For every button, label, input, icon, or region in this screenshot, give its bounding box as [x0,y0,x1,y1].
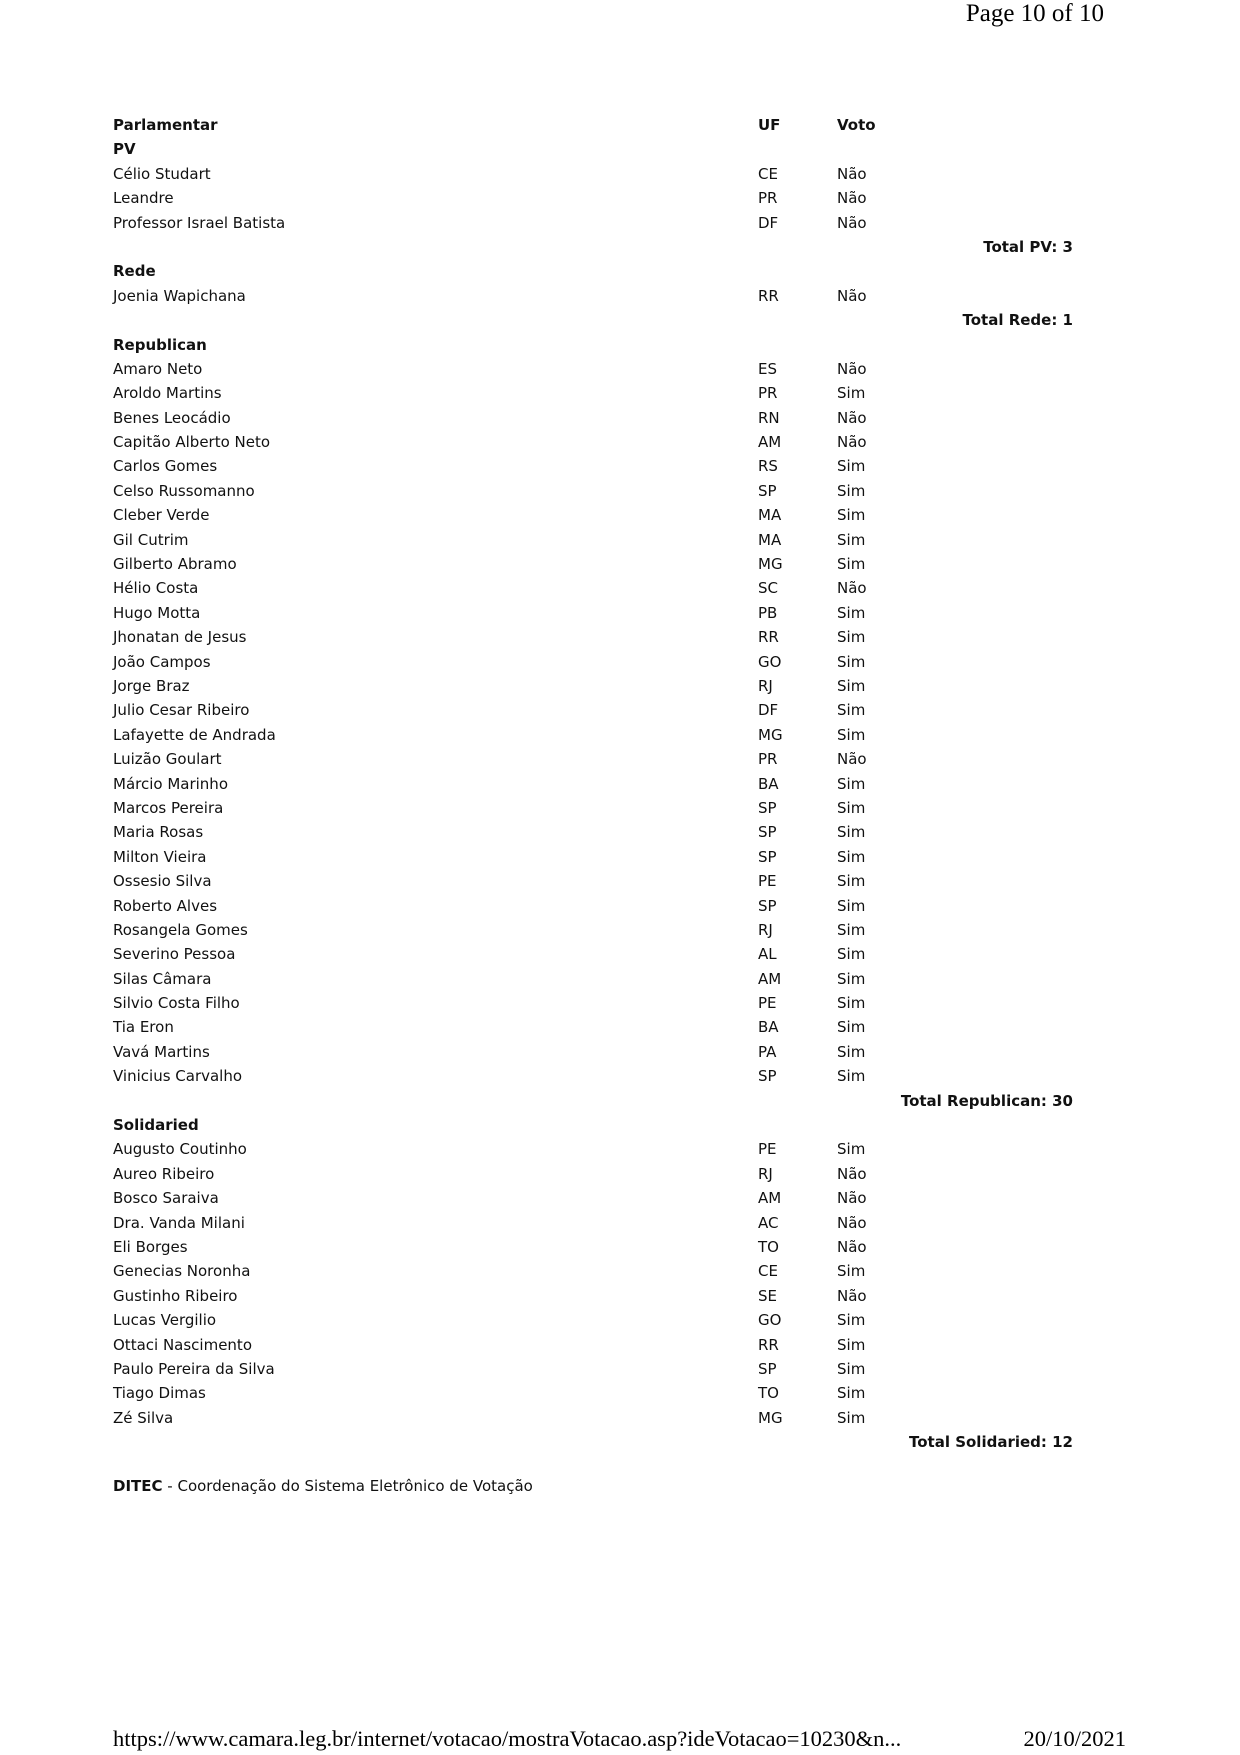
column-header-voto: Voto [837,116,876,134]
member-vote: Não [837,1164,867,1183]
table-row [113,1406,1073,1430]
member-uf: SP [758,798,777,817]
party-total-row [113,308,1073,332]
member-name: Cleber Verde [113,506,210,525]
member-vote: Sim [837,701,866,720]
member-uf: TO [758,1384,779,1403]
member-vote: Não [837,408,867,427]
member-uf: SP [758,847,777,866]
table-row [113,1064,1073,1088]
member-name: Severino Pessoa [113,945,236,964]
table-row [113,674,1073,698]
member-name: Amaro Neto [113,359,203,378]
member-name: Benes Leocádio [113,408,231,427]
member-vote: Sim [837,628,866,647]
member-name: Roberto Alves [113,896,218,915]
member-uf: AL [758,945,777,964]
member-uf: RN [758,408,780,427]
member-uf: SP [758,1359,777,1378]
member-name: Hugo Motta [113,603,201,622]
table-row [113,1211,1073,1235]
table-row [113,796,1073,820]
member-name: Capitão Alberto Neto [113,433,271,452]
member-vote: Não [837,164,867,183]
member-name: Luizão Goulart [113,750,222,769]
table-row [113,650,1073,674]
table-row [113,894,1073,918]
table-row [113,1308,1073,1332]
member-uf: GO [758,652,782,671]
table-row [113,991,1073,1015]
table-row [113,430,1073,454]
source-url[interactable]: https://www.camara.leg.br/internet/votacao/mostraVotacao.asp?ideVotacao=10230&n... [113,1726,902,1751]
member-vote: Sim [837,1067,866,1086]
member-vote: Sim [837,1042,866,1061]
member-uf: PR [758,189,778,208]
member-uf: MA [758,530,782,549]
member-uf: DF [758,213,779,232]
member-uf: SC [758,579,778,598]
member-name: Gustinho Ribeiro [113,1286,238,1305]
vote-table [113,113,1073,1454]
member-vote: Sim [837,798,866,817]
member-name: Jhonatan de Jesus [113,628,247,647]
print-footer [113,1726,1126,1752]
member-vote: Sim [837,920,866,939]
party-group [113,1113,1073,1454]
table-row [113,211,1073,235]
member-name: Dra. Vanda Milani [113,1213,245,1232]
member-name: Eli Borges [113,1237,188,1256]
table-row [113,381,1073,405]
member-uf: MG [758,1408,783,1427]
member-vote: Sim [837,725,866,744]
member-uf: GO [758,1311,782,1330]
member-vote: Sim [837,994,866,1013]
member-uf: CE [758,1262,778,1281]
table-row [113,1381,1073,1405]
member-name: Lafayette de Andrada [113,725,276,744]
table-row [113,967,1073,991]
member-name: Ottaci Nascimento [113,1335,252,1354]
member-name: Vinicius Carvalho [113,1067,243,1086]
party-total: Total PV: 3 [983,237,1073,256]
member-uf: AM [758,433,782,452]
table-row [113,528,1073,552]
member-name: Lucas Vergilio [113,1311,217,1330]
member-name: Aroldo Martins [113,384,222,403]
member-vote: Sim [837,823,866,842]
member-vote: Sim [837,676,866,695]
member-vote: Sim [837,481,866,500]
party-total: Total Solidaried: 12 [909,1433,1073,1452]
party-total: Total Rede: 1 [962,311,1073,330]
member-vote: Não [837,750,867,769]
member-name: Gilberto Abramo [113,555,237,574]
member-vote: Sim [837,1359,866,1378]
member-uf: PE [758,1140,777,1159]
member-vote: Sim [837,1311,866,1330]
member-name: Celso Russomanno [113,481,255,500]
member-name: Aureo Ribeiro [113,1164,215,1183]
member-uf: PR [758,750,778,769]
member-name: Paulo Pereira da Silva [113,1359,275,1378]
party-group [113,259,1073,332]
footer-note [113,1477,533,1495]
member-vote: Sim [837,774,866,793]
member-vote: Não [837,189,867,208]
table-row [113,1162,1073,1186]
member-vote: Não [837,1213,867,1232]
member-uf: AM [758,969,782,988]
member-name: Joenia Wapichana [113,286,246,305]
table-row [113,1357,1073,1381]
member-name: João Campos [113,652,211,671]
member-vote: Não [837,433,867,452]
member-vote: Sim [837,945,866,964]
member-vote: Não [837,579,867,598]
member-uf: PR [758,384,778,403]
party-group [113,333,1073,1114]
member-uf: BA [758,1018,779,1037]
table-row [113,576,1073,600]
member-name: Silvio Costa Filho [113,994,240,1013]
table-row [113,601,1073,625]
table-row [113,625,1073,649]
member-name: Milton Vieira [113,847,207,866]
member-name: Márcio Marinho [113,774,228,793]
print-date: 20/10/2021 [1023,1726,1126,1751]
member-uf: SP [758,823,777,842]
member-uf: SP [758,896,777,915]
table-row [113,698,1073,722]
member-vote: Sim [837,872,866,891]
member-name: Vavá Martins [113,1042,210,1061]
table-row [113,503,1073,527]
member-vote: Sim [837,1335,866,1354]
table-row [113,1015,1073,1039]
member-vote: Sim [837,457,866,476]
table-row [113,454,1073,478]
table-row [113,357,1073,381]
member-uf: RJ [758,676,773,695]
member-name: Genecias Noronha [113,1262,251,1281]
party-total-row [113,1089,1073,1113]
member-name: Augusto Coutinho [113,1140,247,1159]
member-name: Julio Cesar Ribeiro [113,701,250,720]
column-header-uf: UF [758,116,781,134]
member-vote: Não [837,359,867,378]
member-uf: ES [758,359,777,378]
member-uf: RR [758,286,779,305]
table-row [113,1333,1073,1357]
member-vote: Não [837,213,867,232]
member-name: Tia Eron [113,1018,174,1037]
member-uf: RR [758,628,779,647]
member-name: Marcos Pereira [113,798,224,817]
member-name: Tiago Dimas [113,1384,206,1403]
footer-org-description: - Coordenação do Sistema Eletrônico de Votação [162,1477,533,1495]
member-uf: MG [758,555,783,574]
member-vote: Sim [837,530,866,549]
member-name: Gil Cutrim [113,530,189,549]
member-name: Jorge Braz [113,676,190,695]
table-row [113,162,1073,186]
table-row [113,1235,1073,1259]
member-name: Professor Israel Batista [113,213,286,232]
page-number: Page 10 of 10 [965,0,1104,27]
member-vote: Sim [837,384,866,403]
member-uf: SP [758,481,777,500]
member-uf: PB [758,603,778,622]
member-uf: RJ [758,920,773,939]
member-vote: Sim [837,847,866,866]
table-row [113,1284,1073,1308]
member-name: Silas Câmara [113,969,212,988]
party-total-row [113,235,1073,259]
member-vote: Sim [837,896,866,915]
party-group [113,137,1073,259]
member-vote: Sim [837,1384,866,1403]
member-vote: Sim [837,1262,866,1281]
table-row [113,772,1073,796]
table-row [113,869,1073,893]
table-row [113,1259,1073,1283]
member-name: Rosangela Gomes [113,920,248,939]
party-total-row [113,1430,1073,1454]
member-uf: RJ [758,1164,773,1183]
member-uf: PE [758,872,777,891]
member-name: Célio Studart [113,164,211,183]
member-vote: Sim [837,1408,866,1427]
member-name: Leandre [113,189,174,208]
member-uf: AM [758,1189,782,1208]
member-uf: DF [758,701,779,720]
table-row [113,406,1073,430]
footer-org: DITEC [113,1477,163,1495]
member-name: Hélio Costa [113,579,199,598]
member-vote: Sim [837,969,866,988]
table-row [113,845,1073,869]
member-vote: Sim [837,506,866,525]
table-row [113,552,1073,576]
table-row [113,918,1073,942]
member-uf: PA [758,1042,777,1061]
table-row [113,747,1073,771]
party-name: Rede [113,262,156,281]
member-uf: PE [758,994,777,1013]
member-vote: Sim [837,1018,866,1037]
party-total: Total Republican: 30 [900,1091,1073,1110]
member-uf: SE [758,1286,777,1305]
party-name: Solidaried [113,1116,199,1135]
table-row [113,820,1073,844]
member-vote: Sim [837,555,866,574]
member-uf: SP [758,1067,777,1086]
member-vote: Sim [837,603,866,622]
table-row [113,284,1073,308]
table-row [113,1186,1073,1210]
member-vote: Não [837,1189,867,1208]
member-name: Carlos Gomes [113,457,218,476]
member-vote: Sim [837,1140,866,1159]
member-uf: MG [758,725,783,744]
member-name: Maria Rosas [113,823,204,842]
member-vote: Sim [837,652,866,671]
member-vote: Não [837,1286,867,1305]
member-uf: MA [758,506,782,525]
member-uf: RR [758,1335,779,1354]
table-row [113,942,1073,966]
party-name: PV [113,140,136,159]
table-row [113,723,1073,747]
member-uf: CE [758,164,778,183]
party-name: Republican [113,335,207,354]
table-row [113,1137,1073,1161]
member-uf: BA [758,774,779,793]
member-name: Bosco Saraiva [113,1189,219,1208]
column-header-parlamentar: Parlamentar [113,116,218,134]
table-row [113,186,1073,210]
table-header [113,113,1073,137]
member-uf: AC [758,1213,779,1232]
member-uf: RS [758,457,778,476]
party-groups [113,137,1073,1454]
member-vote: Não [837,286,867,305]
table-row [113,1040,1073,1064]
member-name: Ossesio Silva [113,872,212,891]
member-name: Zé Silva [113,1408,174,1427]
table-row [113,479,1073,503]
member-vote: Não [837,1237,867,1256]
member-uf: TO [758,1237,779,1256]
